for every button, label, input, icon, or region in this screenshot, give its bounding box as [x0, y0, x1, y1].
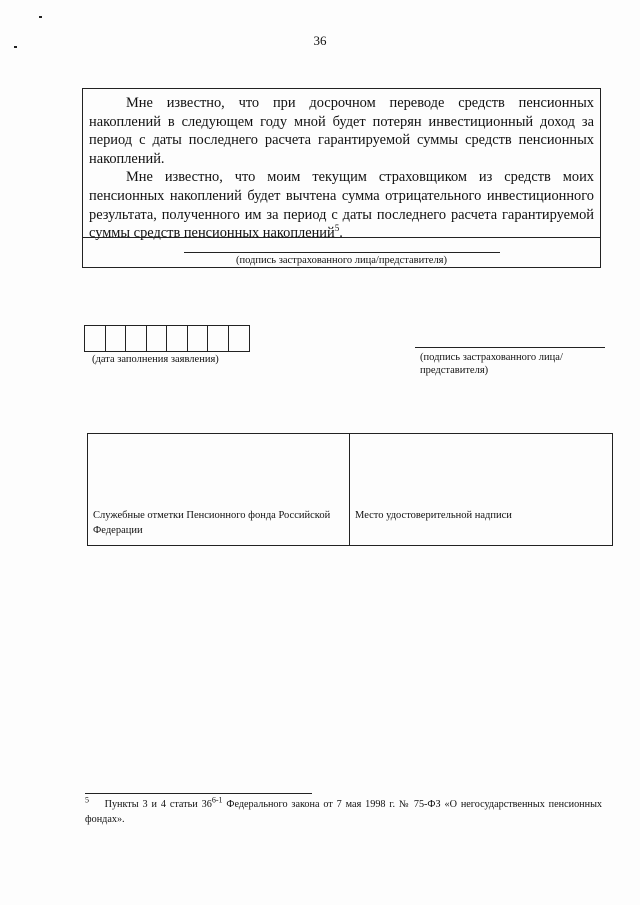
signature-line-2[interactable]	[415, 347, 605, 348]
date-cell[interactable]	[229, 326, 250, 351]
date-cell[interactable]	[167, 326, 188, 351]
date-input-cells[interactable]	[84, 325, 250, 352]
certification-place-label: Место удостоверительной надписи	[355, 510, 512, 521]
pension-fund-marks-label: Служебные отметки Пенсионного фонда Российской Федерации	[93, 510, 331, 536]
date-cell[interactable]	[126, 326, 147, 351]
statement-paragraph-2-end: .	[339, 225, 343, 242]
footnote	[85, 797, 602, 827]
footnote-text-after: Федерального закона от 7 мая 1998 г. № 75-ФЗ «О негосударственных пенсионных фондах».	[85, 799, 603, 825]
date-cell[interactable]	[85, 326, 106, 351]
date-cell[interactable]	[147, 326, 168, 351]
signature-line[interactable]	[184, 252, 500, 253]
office-marks-table	[87, 433, 613, 546]
date-cell[interactable]	[106, 326, 127, 351]
certification-place-cell	[350, 434, 612, 545]
signature-caption-2-line-1: (подпись застрахованного лица/	[420, 352, 563, 363]
signature-caption: (подпись застрахованного лица/представителя)	[235, 255, 448, 266]
footnote-text-before: Пункты 3 и 4 статьи 36	[104, 799, 212, 810]
date-caption: (дата заполнения заявления)	[92, 354, 219, 365]
footnote-article-sup: 6-1	[211, 795, 223, 805]
statement-paragraph-1: Мне известно, что при досрочном переводе средств пенсионных накоплений в следующем году мной будет потерян инвестиционный доход за период с даты последнего расчета гарантируемой суммы средств пенсионных накоплений.	[89, 95, 594, 167]
footnote-reference[interactable]: 5	[334, 223, 340, 234]
statement-divider	[83, 237, 600, 238]
footnote-mark: 5	[85, 795, 89, 805]
statement-box	[82, 88, 601, 268]
statement-paragraph-2-text: Мне известно, что моим текущим страховщиком из средств моих пенсионных накоплений будет вычтена сумма отрицательного инвестиционного результата, полученного им за период с даты последнего расчета гарантируемой суммы средств пенсионных накоплений	[89, 169, 594, 242]
scan-speck	[39, 16, 42, 18]
statement-paragraph-2	[89, 168, 594, 242]
page-number: 36	[313, 33, 327, 48]
footnote-rule	[85, 793, 312, 794]
date-cell[interactable]	[208, 326, 229, 351]
statement-text	[89, 94, 594, 243]
signature-caption-2	[420, 351, 600, 377]
pension-fund-marks-cell	[88, 434, 350, 545]
signature-caption-2-line-2: представителя)	[420, 365, 489, 376]
date-cell[interactable]	[188, 326, 209, 351]
